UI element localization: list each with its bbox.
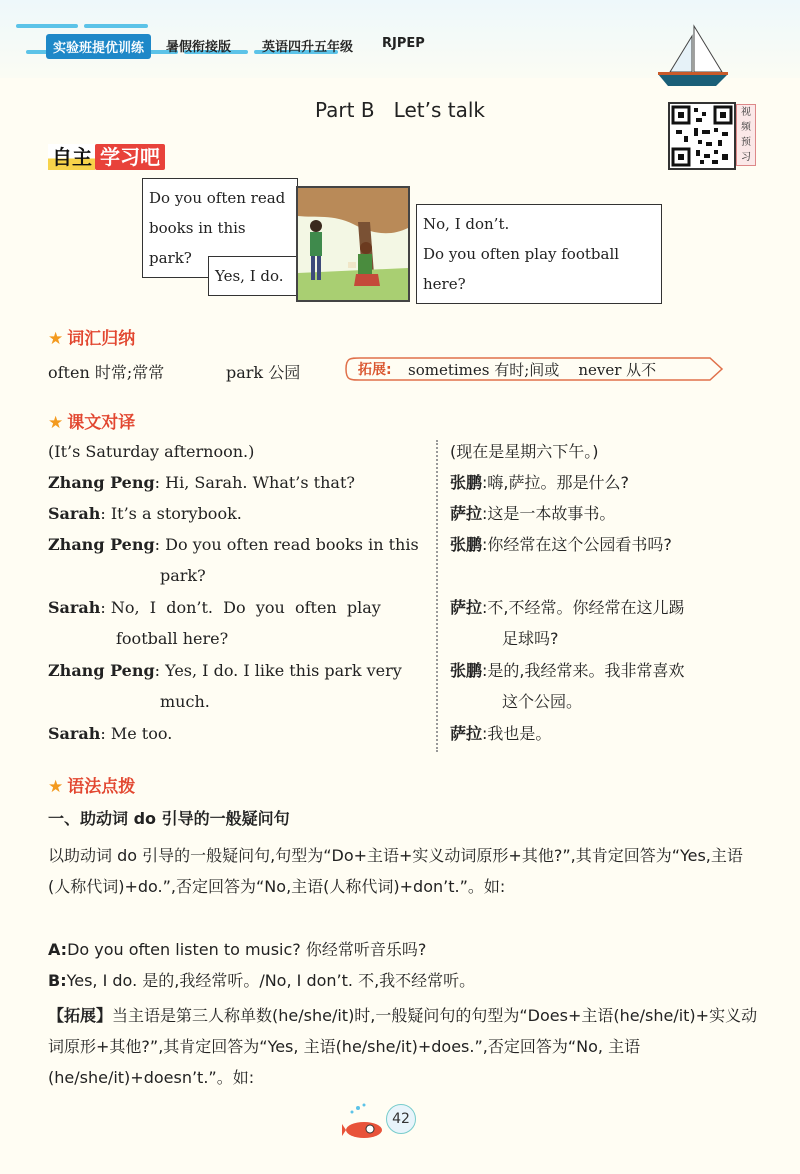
dialogue-line-zh: 张鹏:你经常在这个公园看书吗? (450, 535, 672, 554)
dialogue-line-zh: (现在是星期六下午。) (450, 442, 599, 461)
extension-text: sometimes 有时;间或 never 从不 (408, 361, 657, 379)
grammar-heading: 一、助动词 do 引导的一般疑问句 (48, 809, 290, 828)
edition-label: 暑假衔接版 (166, 40, 232, 55)
series-title: 实验班提优训练 (46, 34, 151, 59)
dialogue-line-en: Zhang Peng: Do you often read books in this park? (48, 535, 419, 585)
qr-code-icon[interactable] (668, 102, 736, 170)
section-grammar: ★ 语法点拨 (48, 777, 136, 797)
dialogue-line-zh: 萨拉:不,不经常。你经常在这儿踢 足球吗? (450, 598, 685, 648)
page-title: Part B Let’s talk (315, 98, 485, 122)
vocab-often: often 时常;常常 (48, 363, 165, 382)
grammar-example-b: B:Yes, I do. 是的,我经常听。/No, I don’t. 不,我不经常听。 (48, 971, 476, 990)
submarine-icon (342, 1102, 392, 1142)
dialogue-line-en: Sarah: It’s a storybook. (48, 504, 242, 523)
column-divider (436, 440, 438, 752)
dialogue-line-en: Sarah: No, I don’t. Do you often play football here? (48, 598, 381, 648)
sailboat-icon (652, 22, 732, 90)
dialogue-line-zh: 张鹏:嗨,萨拉。那是什么? (450, 473, 629, 492)
extension-label: 拓展: (358, 362, 392, 378)
qr-video-label: 视 频 预 习 (736, 104, 756, 166)
speech-bubble-girl: No, I don’t. Do you often play football here? (416, 204, 662, 304)
grammar-extension: 【拓展】当主语是第三人称单数(he/she/it)时,一般疑问句的句型为“Does+主语(he/she/it)+实义动词原形+其他?”,其肯定回答为“Yes, 主语(he/she/it)+does.”,否定回答为“No, 主语(he/she/it)+doesn’t.”。如: (48, 1006, 758, 1087)
subject-label: 英语四升五年级 (262, 40, 354, 55)
dialogue-line-zh: 张鹏:是的,我经常来。我非常喜欢 这个公园。 (450, 661, 685, 711)
dialogue-line-en: Sarah: Me too. (48, 724, 173, 743)
dialogue-line-en: Zhang Peng: Yes, I do. I like this park very much. (48, 661, 402, 711)
grammar-paragraph: 以助动词 do 引导的一般疑问句,句型为“Do+主语+实义动词原形+其他?”,其肯定回答为“Yes,主语(人称代词)+do.”,否定回答为“No,主语(人称代词)+don’t.”。如: (48, 846, 743, 896)
section-translation: ★ 课文对译 (48, 413, 136, 433)
grammar-example-a: A:Do you often listen to music? 你经常听音乐吗? (48, 940, 427, 959)
dialogue-line-zh: 萨拉:我也是。 (450, 724, 552, 743)
speech-bubble-boy: Do you often read books in this park? (142, 178, 298, 278)
dialogue-line-en: Zhang Peng: Hi, Sarah. What’s that? (48, 473, 355, 492)
dialogue-line-zh: 萨拉:这是一本故事书。 (450, 504, 616, 523)
park-illustration (296, 186, 410, 302)
vocab-park: park 公园 (226, 363, 301, 382)
publisher-label: RJPEP (382, 36, 425, 51)
section-vocabulary: ★ 词汇归纳 (48, 329, 136, 349)
page-number: 42 (386, 1104, 416, 1134)
section-self-study: 自主 学习吧 (48, 141, 165, 170)
dialogue-line-en: (It’s Saturday afternoon.) (48, 442, 255, 461)
speech-bubble-boy-answer: Yes, I do. (208, 256, 302, 296)
